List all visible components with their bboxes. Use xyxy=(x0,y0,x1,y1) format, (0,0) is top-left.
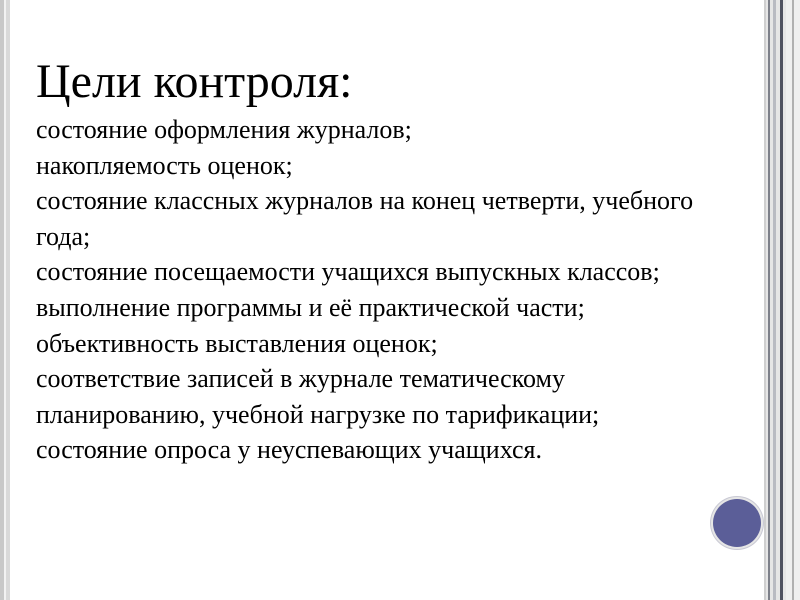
slide-title: Цели контроля: xyxy=(36,55,353,108)
slide-content xyxy=(36,52,736,468)
list-item: объективность выставления оценок; xyxy=(36,328,438,358)
list-item: накопляемость оценок; xyxy=(36,150,293,180)
border-stripe xyxy=(764,0,766,600)
list-item: состояние классных журналов на конец четверти, учебного года; xyxy=(36,186,694,251)
border-stripe xyxy=(792,0,794,600)
list-item: состояние опроса у неуспевающих учащихся. xyxy=(36,435,542,465)
list-item: состояние оформления журналов; xyxy=(36,115,412,144)
right-border-decoration xyxy=(764,0,800,600)
left-border-decoration xyxy=(0,0,10,600)
border-stripe xyxy=(780,0,783,600)
list-item: соответствие записей в журнале тематическому планированию, учебной нагрузке по тарификации; xyxy=(36,364,600,429)
list-item: выполнение программы и её практической части; xyxy=(36,292,585,322)
border-stripe xyxy=(768,0,770,600)
border-stripe xyxy=(773,0,776,600)
decorative-circle-icon xyxy=(713,499,761,547)
list-item: состояние посещаемости учащихся выпускных классов; xyxy=(36,257,660,287)
goals-list xyxy=(36,112,736,468)
